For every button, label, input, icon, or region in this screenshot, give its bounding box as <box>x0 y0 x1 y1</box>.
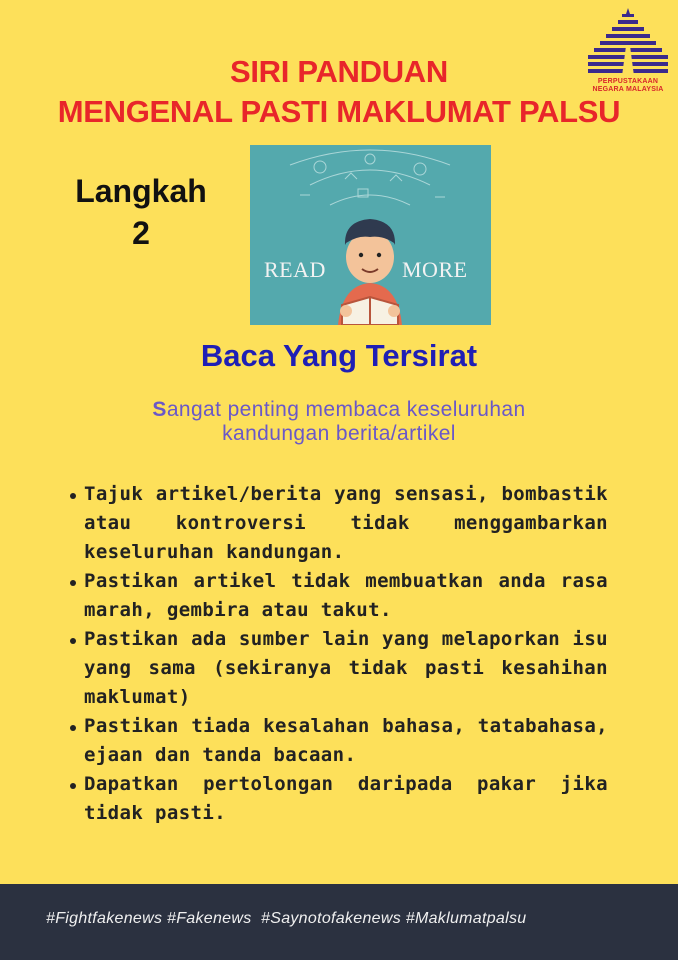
boy-reading-book-icon <box>250 145 491 325</box>
intro-text <box>0 398 678 446</box>
intro-first-letter: S <box>152 398 167 421</box>
list-item: Pastikan artikel tidak membuatkan anda rasa marah, gembira atau takut. <box>68 567 608 625</box>
hashtags: #Fightfakenews #Fakenews #Saynotofakenews #Maklumatpalsu <box>46 910 527 927</box>
intro-line-1 <box>0 398 678 422</box>
list-item: Tajuk artikel/berita yang sensasi, bombastik atau kontroversi tidak menggambarkan keseluruhan kandungan. <box>68 480 608 567</box>
logo-line-2: NEGARA MALAYSIA <box>592 86 664 93</box>
more-word: MORE <box>402 257 468 282</box>
step-label <box>56 170 226 254</box>
list-item: Dapatkan pertolongan daripada pakar jika tidak pasti. <box>68 770 608 828</box>
title-line-2: MENGENAL PASTI MAKLUMAT PALSU <box>57 94 621 129</box>
intro-line-2: kandungan berita/artikel <box>222 422 456 445</box>
intro-line-1-rest: angat penting membaca keseluruhan <box>166 398 526 421</box>
read-more-illustration <box>250 145 491 325</box>
logo-line-1: PERPUSTAKAAN <box>597 78 659 85</box>
title-line-1: SIRI PANDUAN <box>229 54 448 89</box>
list-item: Pastikan ada sumber lain yang melaporkan isu yang sama (sekiranya tidak pasti kesahihan maklumat) <box>68 625 608 712</box>
footer-bar <box>0 884 678 960</box>
step-word: Langkah <box>75 173 207 209</box>
tips-list <box>68 480 608 828</box>
list-item: Pastikan tiada kesalahan bahasa, tatabahasa, ejaan dan tanda bacaan. <box>68 712 608 770</box>
read-word: READ <box>264 257 326 282</box>
step-number: 2 <box>132 215 150 251</box>
section-heading: Baca Yang Tersirat <box>200 338 478 373</box>
page-title <box>0 52 678 132</box>
